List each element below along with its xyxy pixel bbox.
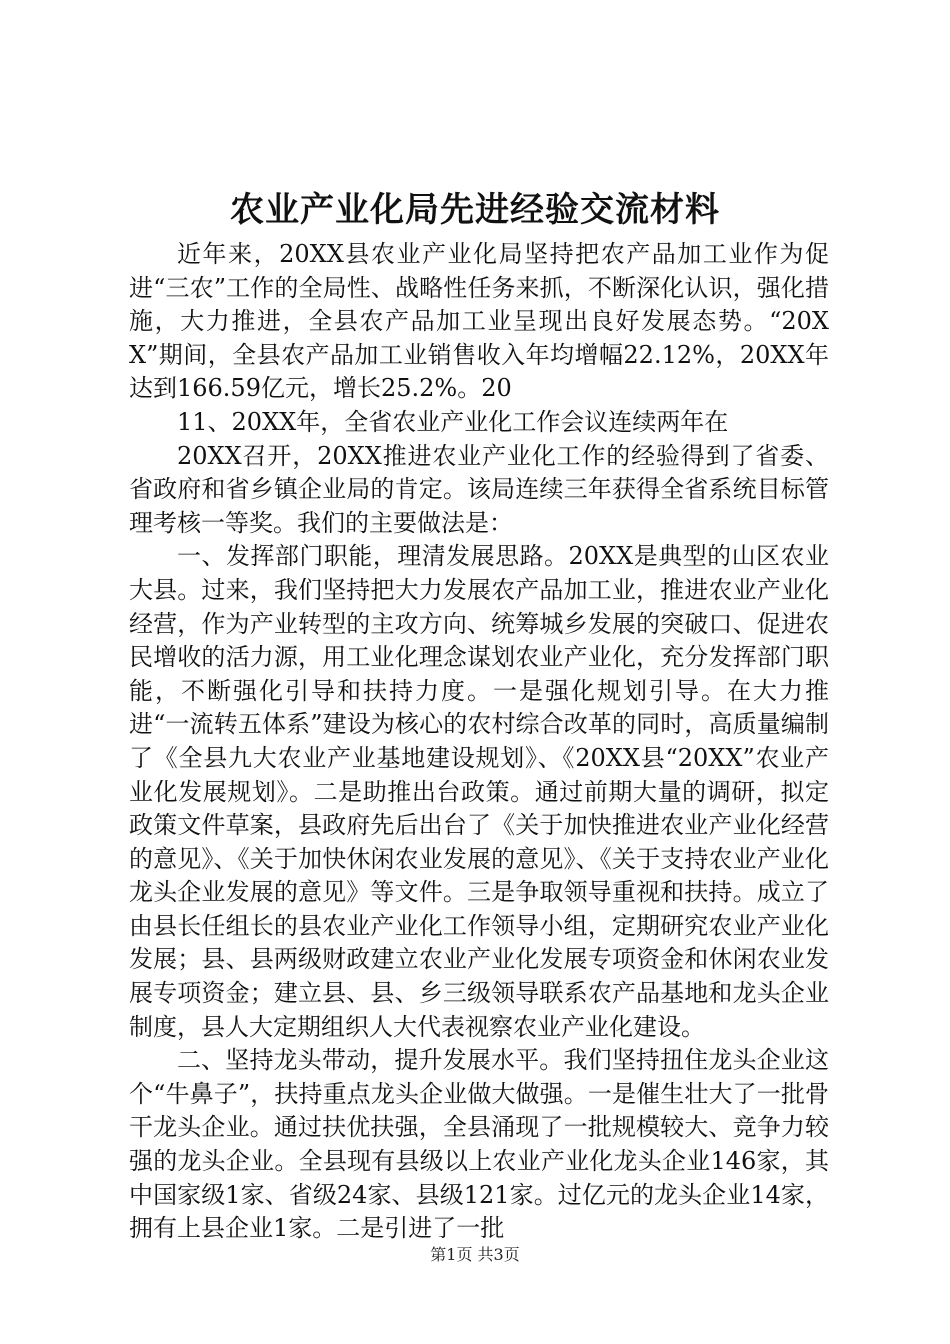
page-footer: 第1页 共3页 <box>430 1245 520 1264</box>
paragraph-meeting: 11、20XX年，全省农业产业化工作会议连续两年在 <box>177 407 729 436</box>
paragraph-section-one: 一、发挥部门职能，理清发展思路。20XX是典型的山区农业大县。过来，我们坚持把大力发展农产品加工业，推进农业产业化经营，作为产业转型的主攻方向、统筹城乡发展的突破口、促进农民增收的活力源，用工业化理念谋划农业产业化，充分发挥部门职能，不断强化引导和扶持力度。一是强化规划引导。在大力推进“一流转五体系”建设为核心的农村综合改革的同时，高质量编制了《全县九大农业产业基地建设规划》、《20XX县“20XX”农业产业化发展规划》。二是助推出台政策。通过前期大量的调研，拟定政策文件草案，县政府先后出台了《关于加快推进农业产业化经营的意见》、《关于加快休闲农业发展的意见》、《关于支持农业产业化龙头企业发展的意见》等文件。三是争取领导重视和扶持。成立了由县长任组长的县农业产业化工作领导小组，定期研究农业产业化发展；县、县两级财政建立农业产业化发展专项资金和休闲农业发展专项资金；建立县、县、乡三级领导联系农产品基地和龙头企业制度，县人大定期组织人大代表视察农业产业化建设。 <box>129 542 829 1041</box>
document-body <box>129 238 829 1246</box>
paragraph-section-two: 二、坚持龙头带动，提升发展水平。我们坚持扭住龙头企业这个“牛鼻子”，扶持重点龙头企业做大做强。一是催生壮大了一批骨干龙头企业。通过扶优扶强，全县涌现了一批规模较大、竞争力较强的龙头企业。全县现有县级以上农业产业化龙头企业146家，其中国家级1家、省级24家、县级121家。过亿元的龙头企业14家，拥有上县企业1家。二是引进了一批 <box>129 1046 829 1243</box>
paragraph-recognition: 20XX召开，20XX推进农业产业化工作的经验得到了省委、省政府和省乡镇企业局的肯定。该局连续三年获得全省系统目标管理考核一等奖。我们的主要做法是： <box>129 441 829 537</box>
paragraph-intro: 近年来，20XX县农业产业化局坚持把农产品加工业作为促进“三农”工作的全局性、战略性任务来抓，不断深化认识，强化措施，大力推进，全县农产品加工业呈现出良好发展态势。“20XX”期间，全县农产品加工业销售收入年均增幅22.12%，20XX年达到166.59亿元，增长25.2%。20 <box>129 240 829 403</box>
document-title: 农业产业化局先进经验交流材料 <box>230 190 720 230</box>
